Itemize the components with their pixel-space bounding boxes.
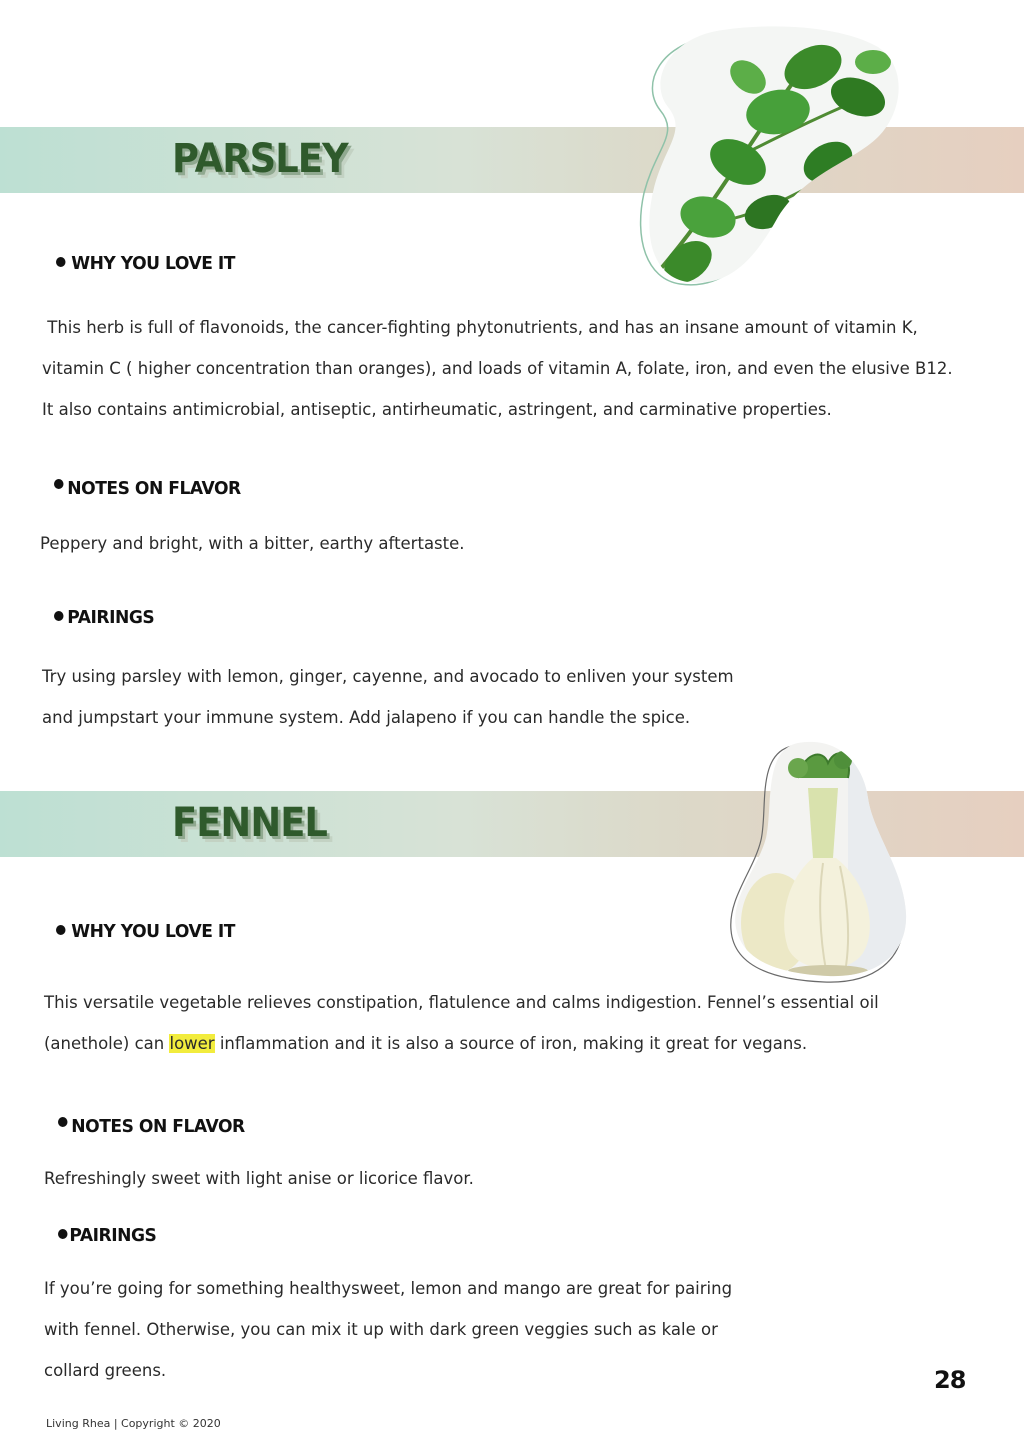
text-line: with fennel. Otherwise, you can mix it up with dark green veggies such as kale or (44, 1320, 718, 1339)
text-line: and jumpstart your immune system. Add jalapeno if you can handle the spice. (42, 708, 691, 727)
parsley-why-text (42, 307, 953, 430)
bullet-dot-icon (58, 1117, 68, 1127)
text-line: (anethole) can lower inflammation and it is also a source of iron, making it great for vegans. (44, 1034, 808, 1053)
page-number: 28 (934, 1366, 966, 1394)
fennel-pairings-text (44, 1268, 732, 1391)
fennel-why-heading: WHY YOU LOVE IT (56, 921, 235, 942)
parsley-title: PARSLEY (172, 136, 348, 182)
text-line: This herb is full of flavonoids, the cancer-fighting phytonutrients, and has an insane amount of vitamin K, (42, 318, 918, 337)
parsley-pairings-text (42, 656, 734, 738)
fennel-flavor-heading: NOTES ON FLAVOR (58, 1116, 245, 1137)
parsley-flavor-text: Peppery and bright, with a bitter, earthy aftertaste. (40, 534, 465, 553)
fennel-pairings-heading: PAIRINGS (58, 1225, 156, 1246)
text-line: collard greens. (44, 1361, 167, 1380)
parsley-flavor-heading: NOTES ON FLAVOR (54, 478, 241, 499)
footer-copyright: Living Rhea | Copyright © 2020 (46, 1417, 221, 1430)
parsley-why-heading: WHY YOU LOVE IT (56, 253, 235, 274)
highlighted-word: lower (169, 1034, 215, 1053)
fennel-image (728, 738, 913, 988)
bullet-dot-icon (56, 257, 66, 267)
bullet-dot-icon (54, 611, 64, 621)
text-line: vitamin C ( higher concentration than oranges), and loads of vitamin A, folate, iron, and even the elusive B12. (42, 359, 953, 378)
bullet-dot-icon (56, 925, 66, 935)
fennel-flavor-text: Refreshingly sweet with light anise or licorice flavor. (44, 1169, 474, 1188)
parsley-pairings-heading: PAIRINGS (54, 607, 154, 628)
fennel-why-text (44, 982, 879, 1064)
fennel-title: FENNEL (172, 800, 327, 846)
parsley-image (628, 22, 908, 294)
bullet-dot-icon (54, 479, 64, 489)
bullet-dot-icon (58, 1229, 68, 1239)
text-line: It also contains antimicrobial, antiseptic, antirheumatic, astringent, and carminative properties. (42, 400, 832, 419)
text-line: Try using parsley with lemon, ginger, cayenne, and avocado to enliven your system (42, 667, 734, 686)
text-line: If you’re going for something healthysweet, lemon and mango are great for pairing (44, 1279, 733, 1298)
text-line: This versatile vegetable relieves constipation, flatulence and calms indigestion. Fennel’s essential oil (44, 993, 879, 1012)
